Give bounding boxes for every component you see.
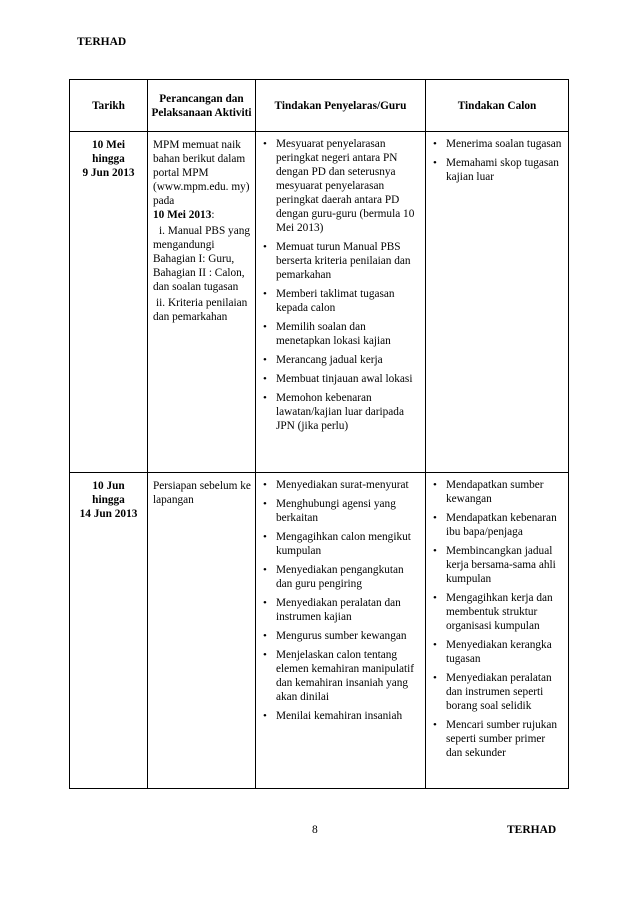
list-item: • Membincangkan jadual kerja bersama-sama ahli kumpulan: [429, 544, 564, 586]
activity-date-suffix: :: [211, 209, 215, 221]
list-item: • Memahami skop tugasan kajian luar: [429, 156, 564, 184]
list-item: • Menyediakan peralatan dan instrumen kajian: [259, 596, 421, 624]
coordinator-list: [259, 478, 421, 723]
list-item: • Memohon kebenaran lawatan/kajian luar daripada JPN (jika perlu): [259, 391, 421, 433]
table-row: [70, 473, 569, 789]
column-header-candidate: Tindakan Calon: [426, 80, 569, 132]
list-item: • Menyediakan pengangkutan dan guru pengiring: [259, 563, 421, 591]
date-connector: hingga: [92, 494, 125, 506]
list-item: • Mesyuarat penyelarasan peringkat negeri antara PN dengan PD dan seterusnya mesyuarat penyelarasan peringkat daerah antara PD dengan guru-guru (bermula 10 Mei 2013): [259, 137, 421, 235]
list-item: • Memberi taklimat tugasan kepada calon: [259, 287, 421, 315]
activity-item-1-marker: i.: [159, 225, 165, 237]
activity-item-1-text: Manual PBS yang mengandungi Bahagian I: Guru, Bahagian II : Calon, dan soalan tugasan: [153, 225, 251, 293]
list-item: • Menilai kemahiran insaniah: [259, 709, 421, 723]
list-item: • Mencari sumber rujukan seperti sumber primer dan sekunder: [429, 718, 564, 760]
date-end: 14 Jun 2013: [79, 508, 138, 520]
activity-intro: MPM memuat naik bahan berikut dalam portal MPM (www.mpm.edu. my) pada: [153, 139, 250, 207]
list-item: • Memilih soalan dan menetapkan lokasi kajian: [259, 320, 421, 348]
list-item: • Mengurus sumber kewangan: [259, 629, 421, 643]
list-item: • Menyediakan kerangka tugasan: [429, 638, 564, 666]
activity-cell: [148, 132, 256, 473]
date-end: 9 Jun 2013: [82, 167, 135, 179]
date-start: 10 Mei: [92, 139, 125, 151]
activity-item-2-marker: ii.: [156, 297, 166, 309]
list-item: • Mengagihkan kerja dan membentuk struktur organisasi kumpulan: [429, 591, 564, 633]
list-item: • Menyediakan surat-menyurat: [259, 478, 421, 492]
activity-item-1: [153, 224, 251, 294]
date-start: 10 Jun: [92, 480, 125, 492]
coordinator-list: [259, 137, 421, 433]
page-number: 8: [312, 824, 318, 836]
list-item: • Merancang jadual kerja: [259, 353, 421, 367]
activity-item-2: [153, 296, 251, 324]
list-item: • Menerima soalan tugasan: [429, 137, 564, 151]
list-item: • Mengagihkan calon mengikut kumpulan: [259, 530, 421, 558]
date-connector: hingga: [92, 153, 125, 165]
coordinator-cell: [256, 473, 426, 789]
list-item: • Menghubungi agensi yang berkaitan: [259, 497, 421, 525]
list-item: • Menjelaskan calon tentang elemen kemahiran manipulatif dan kemahiran insaniah yang akan dinilai: [259, 648, 421, 704]
column-header-activity: Perancangan dan Pelaksanaan Aktiviti: [148, 80, 256, 132]
list-item: • Memuat turun Manual PBS berserta kriteria penilaian dan pemarkahan: [259, 240, 421, 282]
column-header-coordinator: Tindakan Penyelaras/Guru: [256, 80, 426, 132]
date-cell: [70, 132, 148, 473]
candidate-list: [429, 478, 564, 760]
candidate-list: [429, 137, 564, 184]
list-item: • Membuat tinjauan awal lokasi: [259, 372, 421, 386]
candidate-cell: [426, 473, 569, 789]
table-row: [70, 132, 569, 473]
activity-date-bold: 10 Mei 2013: [153, 209, 212, 221]
list-item: • Mendapatkan sumber kewangan: [429, 478, 564, 506]
date-cell: [70, 473, 148, 789]
activity-cell: [148, 473, 256, 789]
coordinator-cell: [256, 132, 426, 473]
table-header-row: [70, 80, 569, 132]
activity-item-2-text: Kriteria penilaian dan pemarkahan: [153, 297, 248, 323]
list-item: • Menyediakan peralatan dan instrumen seperti borang soal selidik: [429, 671, 564, 713]
candidate-cell: [426, 132, 569, 473]
header-classification: TERHAD: [77, 36, 127, 48]
activity-intro: Persiapan sebelum ke lapangan: [153, 480, 251, 506]
activity-date: [153, 208, 251, 222]
list-item: • Mendapatkan kebenaran ibu bapa/penjaga: [429, 511, 564, 539]
footer-classification: TERHAD: [507, 824, 557, 836]
column-header-date: Tarikh: [70, 80, 148, 132]
schedule-table: [69, 79, 569, 789]
